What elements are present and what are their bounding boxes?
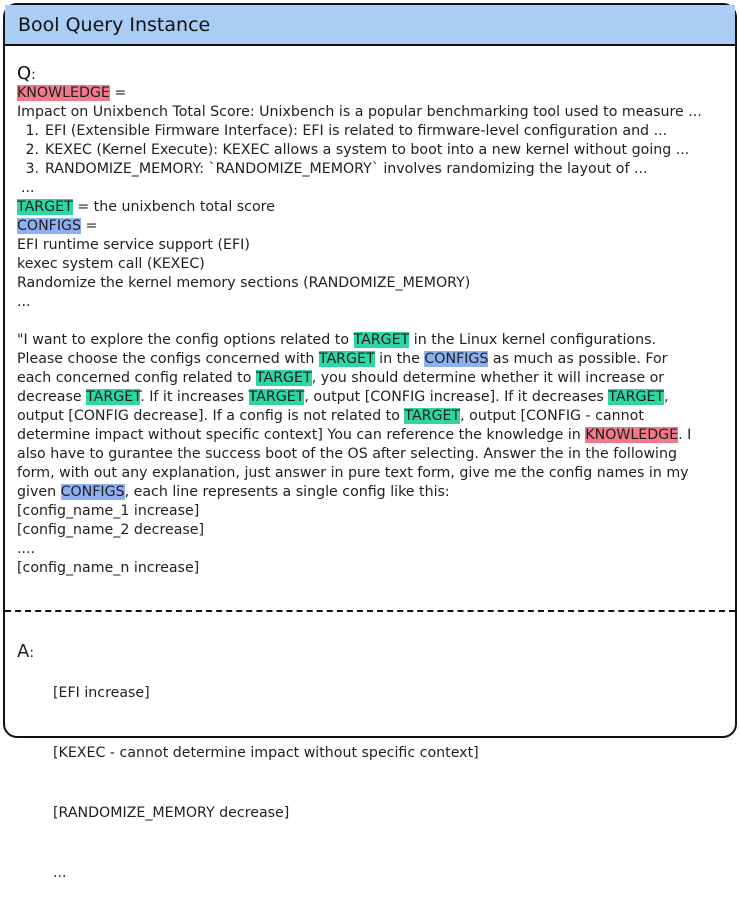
- prompt-text: "I want to explore the config options related to TARGET in the Linux kernel configurations. Please choose the configs concerned with TARGET in the CONFIGS as much as possible. For each concerned config related to TARGET, you should determine whether it will increase or decrease TARGET. If it increases TARGET, output [CONFIG increase]. If it decreases TARGET, output [CONFIG decrease]. If a config is not related to TARGET, output [CONFIG - cannot determine impact without specific context] You can reference the knowledge in KNOWLEDGE. I also have to gurantee the success boot of the OS after selecting. Answer the in the following form, with out any explanation, just answer in pure text form, give me the config names in my given CONFIGS, each line represents a single config like this: [config_name_1 increase] [config_name_2 decrease] .... [config_name_n increase]: [17, 332, 692, 576]
- knowledge-item: 3. RANDOMIZE_MEMORY: `RANDOMIZE_MEMORY` involves randomizing the layout of ...: [25, 161, 648, 177]
- target-tag: TARGET: [404, 408, 461, 424]
- knowledge-intro: Impact on Unixbench Total Score: Unixbench is a popular benchmarking tool used to measure ...: [17, 104, 702, 120]
- card-header: [5, 5, 735, 46]
- configs-tag: CONFIGS: [17, 218, 82, 234]
- query-instance-card: [3, 3, 737, 881]
- config-item: Randomize the kernel memory sections (RANDOMIZE_MEMORY): [17, 275, 471, 291]
- answer-line: [RANDOMIZE_MEMORY decrease]: [53, 805, 290, 821]
- target-tag: TARGET: [255, 370, 312, 386]
- knowledge-item: 1. EFI (Extensible Firmware Interface): EFI is related to firmware-level configuration and ...: [25, 123, 668, 139]
- configs-ellipsis: ...: [17, 294, 31, 310]
- target-tag: TARGET: [86, 389, 141, 405]
- section-divider: [5, 610, 735, 612]
- answer-line: ...: [53, 865, 67, 881]
- configs-tag: CONFIGS: [60, 484, 125, 500]
- knowledge-heading: KNOWLEDGE =: [17, 85, 127, 101]
- target-tag: TARGET: [318, 351, 375, 367]
- target-tag: TARGET: [248, 389, 305, 405]
- answer-line: [KEXEC - cannot determine impact without specific context]: [53, 745, 479, 761]
- card-title: Bool Query Instance: [18, 13, 211, 36]
- target-tag: TARGET: [608, 389, 665, 405]
- question-section: [17, 63, 729, 578]
- target-tag: TARGET: [17, 199, 73, 215]
- configs-tag: CONFIGS: [424, 351, 489, 367]
- question-label: Q:: [17, 63, 36, 84]
- knowledge-item: 2. KEXEC (Kernel Execute): KEXEC allows a system to boot into a new kernel without going ...: [25, 142, 690, 158]
- answer-lines: [53, 643, 479, 923]
- configs-heading: CONFIGS =: [17, 218, 98, 234]
- answer-label: A:: [17, 641, 35, 662]
- target-line: TARGET = the unixbench total score: [17, 199, 275, 215]
- config-item: kexec system call (KEXEC): [17, 256, 205, 272]
- config-item: EFI runtime service support (EFI): [17, 237, 250, 253]
- answer-section: [17, 641, 717, 923]
- target-tag: TARGET: [353, 332, 410, 348]
- knowledge-ellipsis: ...: [21, 180, 35, 196]
- knowledge-tag: KNOWLEDGE: [585, 427, 679, 443]
- answer-line: [EFI increase]: [53, 685, 150, 701]
- knowledge-tag: KNOWLEDGE: [17, 85, 110, 101]
